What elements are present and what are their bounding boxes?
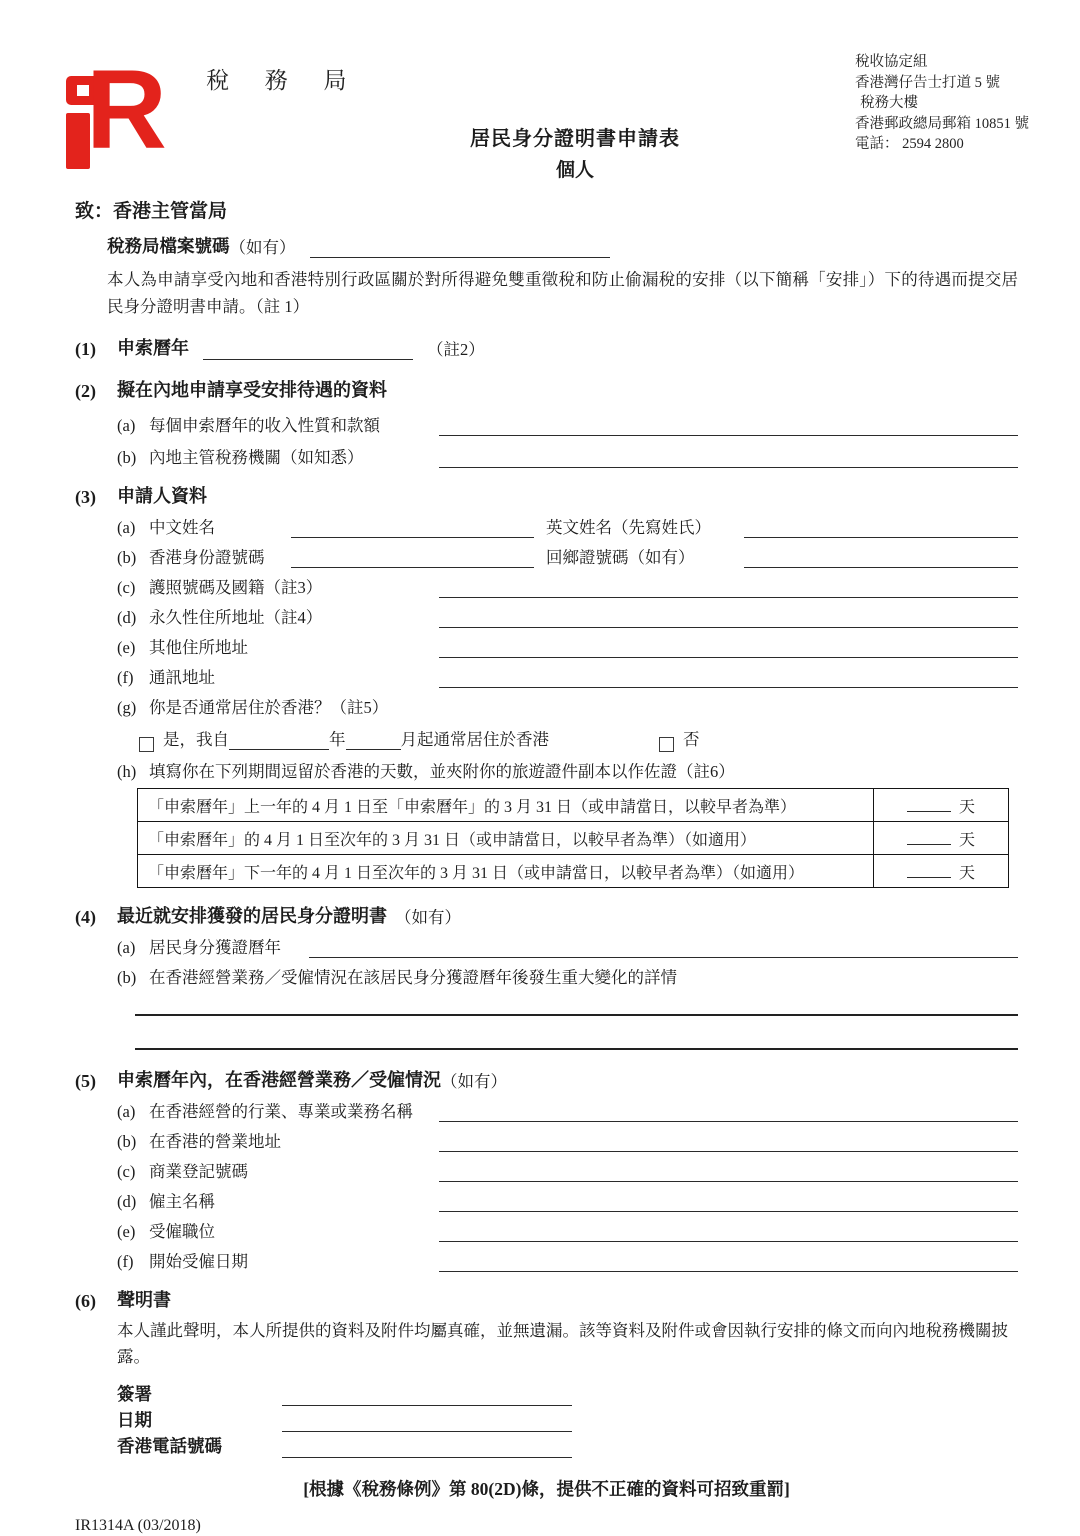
reside-since-month-field[interactable] xyxy=(346,730,401,750)
period-3-days-cell xyxy=(874,855,1009,888)
item-letter: (b) xyxy=(117,968,137,987)
field-row xyxy=(117,604,1018,628)
income-nature-label: 每個申索曆年的收入性質和款額 xyxy=(149,416,380,435)
field-row xyxy=(117,934,1018,958)
ordinary-residence-question xyxy=(117,694,1018,718)
yes-option-prefix: 是，我自 xyxy=(163,730,229,749)
address-line: 香港灣仔告士打道 5 號 xyxy=(855,74,1000,91)
section-6-title: 聲明書 xyxy=(117,1290,171,1310)
item-letter: (a) xyxy=(117,416,136,435)
field-row xyxy=(117,574,1018,598)
section-3-header xyxy=(75,482,1018,508)
permanent-address-field[interactable] xyxy=(439,608,1018,628)
income-nature-field[interactable] xyxy=(439,416,1018,436)
field-row xyxy=(117,1218,1018,1242)
field-row xyxy=(117,544,1018,568)
item-letter: (d) xyxy=(117,1192,137,1211)
signature-row xyxy=(117,1380,1018,1406)
item-letter: (h) xyxy=(117,762,137,781)
change-details-line-1[interactable] xyxy=(135,1014,1018,1016)
days-in-hk-table xyxy=(137,788,1009,888)
section-2-header xyxy=(75,376,1018,402)
date-field[interactable] xyxy=(282,1412,572,1432)
other-address-field[interactable] xyxy=(439,638,1018,658)
form-code: IR1314A (03/2018) xyxy=(75,1517,201,1534)
field-row xyxy=(117,412,1018,436)
penalty-warning: [根據《稅務條例》第 80(2D)條，提供不正確的資料可招致重罰] xyxy=(303,1479,790,1499)
home-return-permit-group xyxy=(546,544,1018,568)
signature-label: 簽署 xyxy=(117,1384,152,1404)
employment-start-label: 開始受僱日期 xyxy=(149,1252,248,1271)
section-1-row xyxy=(75,334,1018,360)
section-4-header xyxy=(75,902,1018,928)
item-letter: (d) xyxy=(117,608,137,627)
section-6-number: (6) xyxy=(75,1291,96,1311)
item-letter: (f) xyxy=(117,668,134,687)
item-letter: (a) xyxy=(117,1102,136,1121)
change-details-line-2[interactable] xyxy=(135,1048,1018,1050)
period-2-description: 「申索曆年」的 4 月 1 日至次年的 3 月 31 日（或申請當日，以較早者為準）（如適用） xyxy=(138,822,874,855)
field-row xyxy=(117,1158,1018,1182)
section-5-header xyxy=(75,1066,1018,1092)
section-5-title: 申索曆年內，在香港經營業務／受僱情況 xyxy=(117,1070,441,1090)
section-5-number: (5) xyxy=(75,1071,96,1091)
mainland-authority-field[interactable] xyxy=(439,448,1018,468)
cor-year-field[interactable] xyxy=(309,938,1018,958)
mainland-authority-label: 內地主管稅務機關（如知悉） xyxy=(149,448,364,467)
signature-block xyxy=(117,1380,1018,1458)
date-label: 日期 xyxy=(117,1410,152,1430)
item-letter: (a) xyxy=(117,518,136,537)
employer-name-field[interactable] xyxy=(439,1192,1018,1212)
trade-name-field[interactable] xyxy=(439,1102,1018,1122)
hkid-label: 香港身份證號碼 xyxy=(149,548,265,567)
item-letter: (b) xyxy=(117,1132,137,1151)
field-row xyxy=(117,1128,1018,1152)
english-name-label: 英文姓名（先寫姓氏） xyxy=(546,518,711,537)
table-row xyxy=(138,822,1009,855)
position-field[interactable] xyxy=(439,1222,1018,1242)
no-checkbox[interactable] xyxy=(659,737,674,752)
department-name: 稅 務 局 xyxy=(206,68,362,93)
claim-year-note: （註2） xyxy=(427,340,485,359)
business-address-field[interactable] xyxy=(439,1132,1018,1152)
month-suffix: 月起通常居住於香港 xyxy=(400,730,549,749)
change-details-label: 在香港經營業務／受僱情況在該居民身分獲證曆年後發生重大變化的詳情 xyxy=(149,968,677,987)
english-name-group xyxy=(546,514,1018,538)
address-line: 電話： 2594 2800 xyxy=(855,136,964,152)
addressee-line: 致：香港主管當局 xyxy=(75,201,228,222)
yes-checkbox[interactable] xyxy=(139,737,154,752)
address-line: 稅務大樓 xyxy=(860,95,918,111)
form-title xyxy=(0,122,1080,182)
form-header xyxy=(0,0,1080,190)
field-row xyxy=(117,1098,1018,1122)
field-row xyxy=(117,444,1018,468)
phone-label: 香港電話號碼 xyxy=(117,1436,222,1456)
ordinary-residence-label: 你是否通常居住於香港？（註5） xyxy=(149,698,389,717)
days-unit: 天 xyxy=(958,831,975,849)
field-row xyxy=(117,664,1018,688)
section-2-title: 擬在內地申請享受安排待遇的資料 xyxy=(117,380,387,400)
days-unit: 天 xyxy=(958,864,975,882)
item-letter: (c) xyxy=(117,578,136,597)
file-number-note: （如有） xyxy=(229,238,296,257)
address-line: 稅收協定組 xyxy=(855,54,928,70)
trade-name-label: 在香港經營的行業、專業或業務名稱 xyxy=(149,1102,413,1121)
section-3-title: 申請人資料 xyxy=(117,486,207,506)
section-5-note: （如有） xyxy=(441,1072,507,1091)
employer-name-label: 僱主名稱 xyxy=(149,1192,215,1211)
section-3-number: (3) xyxy=(75,487,96,507)
file-number-row xyxy=(107,233,1018,258)
ordinary-residence-options xyxy=(139,726,1018,750)
days-2-field[interactable] xyxy=(907,829,951,845)
section-1-number: (1) xyxy=(75,339,96,359)
item-letter: (b) xyxy=(117,548,137,567)
field-row xyxy=(117,1248,1018,1272)
form-title-sub: 個人 xyxy=(555,160,594,181)
postal-address-label: 通訊地址 xyxy=(149,668,215,687)
br-number-field[interactable] xyxy=(439,1162,1018,1182)
signature-field[interactable] xyxy=(282,1386,572,1406)
hkid-field[interactable] xyxy=(291,548,534,568)
hkid-group xyxy=(149,544,534,568)
table-row xyxy=(138,855,1009,888)
date-row xyxy=(117,1406,1018,1432)
logo-r-glyph: R xyxy=(86,47,163,172)
no-option-label: 否 xyxy=(683,730,700,749)
business-address-label: 在香港的營業地址 xyxy=(149,1132,281,1151)
reside-since-year-field[interactable] xyxy=(229,730,329,750)
permanent-address-label: 永久性住所地址（註4） xyxy=(149,608,323,627)
intro-paragraph: 本人為申請享受內地和香港特別行政區關於對所得避免雙重徵稅和防止偷漏稅的安排（以下簡稱「安排」）下的待遇而提交居民身分證明書申請。（註 1） xyxy=(107,270,1018,316)
item-letter: (e) xyxy=(117,1222,136,1241)
item-letter: (f) xyxy=(117,1252,134,1271)
field-row xyxy=(117,1188,1018,1212)
claim-year-field[interactable] xyxy=(203,340,413,360)
item-letter: (b) xyxy=(117,448,137,467)
passport-label: 護照號碼及國籍（註3） xyxy=(149,578,323,597)
form-body xyxy=(0,190,1080,1535)
days-unit: 天 xyxy=(958,798,975,816)
days-in-hk-question xyxy=(117,758,1018,782)
field-row xyxy=(117,634,1018,658)
phone-field[interactable] xyxy=(282,1438,572,1458)
field-row xyxy=(117,514,1018,538)
days-3-field[interactable] xyxy=(907,862,951,878)
declaration-paragraph: 本人謹此聲明，本人所提供的資料及附件均屬真確，並無遺漏。該等資料及附件或會因執行安排的條文而向內地稅務機關披露。 xyxy=(117,1321,1008,1366)
home-return-permit-field[interactable] xyxy=(744,548,1018,568)
item-letter: (c) xyxy=(117,1162,136,1181)
item-letter: (a) xyxy=(117,938,136,957)
chinese-name-group xyxy=(149,514,534,538)
chinese-name-label: 中文姓名 xyxy=(149,518,215,537)
item-letter: (e) xyxy=(117,638,136,657)
form-title-main: 居民身分證明書申請表 xyxy=(470,128,680,150)
section-6-header xyxy=(75,1286,1018,1312)
year-suffix: 年 xyxy=(329,730,346,749)
section-4-title: 最近就安排獲發的居民身分證明書 xyxy=(117,906,387,926)
english-name-field[interactable] xyxy=(744,518,1018,538)
position-label: 受僱職位 xyxy=(149,1222,215,1241)
period-3-description: 「申索曆年」下一年的 4 月 1 日至次年的 3 月 31 日（或申請當日，以較早者為準）（如適用） xyxy=(138,855,874,888)
file-number-label: 稅務局檔案號碼 xyxy=(107,236,230,256)
section-2-number: (2) xyxy=(75,381,96,401)
home-return-permit-label: 回鄉證號碼（如有） xyxy=(546,548,695,567)
section-4-note: （如有） xyxy=(395,908,461,927)
period-1-description: 「申索曆年」上一年的 4 月 1 日至「申索曆年」的 3 月 31 日（或申請當日，以較早者為準） xyxy=(138,789,874,822)
chinese-name-field[interactable] xyxy=(291,518,534,538)
period-2-days-cell xyxy=(874,822,1009,855)
field-row xyxy=(117,964,1018,988)
postal-address-field[interactable] xyxy=(439,668,1018,688)
section-4-number: (4) xyxy=(75,907,96,927)
period-1-days-cell xyxy=(874,789,1009,822)
br-number-label: 商業登記號碼 xyxy=(149,1162,248,1181)
phone-row xyxy=(117,1432,1018,1458)
other-address-label: 其他住所地址 xyxy=(149,638,248,657)
table-row xyxy=(138,789,1009,822)
address-line: 香港郵政總局郵箱 10851 號 xyxy=(855,115,1029,132)
file-number-field[interactable] xyxy=(310,238,610,258)
item-letter: (g) xyxy=(117,698,137,717)
cor-year-label: 居民身分獲證曆年 xyxy=(149,938,281,957)
passport-field[interactable] xyxy=(439,578,1018,598)
days-in-hk-label: 填寫你在下列期間逗留於香港的天數，並夾附你的旅遊證件副本以作佐證（註6） xyxy=(149,762,735,781)
employment-start-field[interactable] xyxy=(439,1252,1018,1272)
days-1-field[interactable] xyxy=(907,796,951,812)
claim-year-label: 申索曆年 xyxy=(117,338,189,358)
